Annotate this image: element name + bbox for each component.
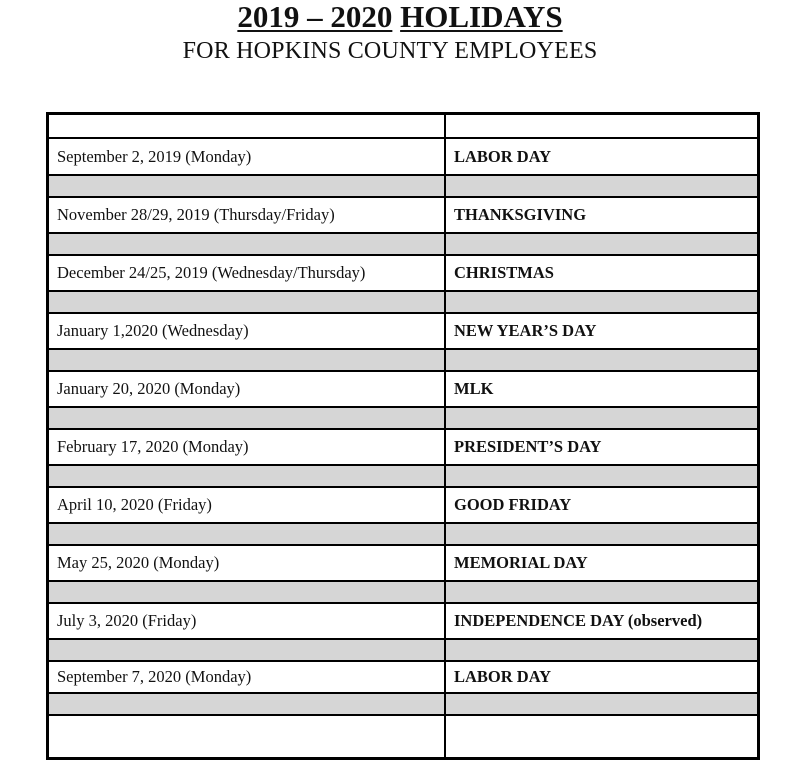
table-row — [49, 139, 757, 174]
spacer-row — [49, 694, 757, 714]
header-cell-date — [49, 115, 444, 137]
holiday-date: September 7, 2020 (Monday) — [57, 667, 252, 686]
holiday-name: CHRISTMAS — [444, 256, 757, 290]
header-cell-holiday — [444, 115, 757, 137]
table-row — [49, 430, 757, 464]
table-row — [49, 604, 757, 638]
spacer-row — [49, 524, 757, 544]
spacer-cell — [444, 176, 757, 196]
spacer-row — [49, 350, 757, 370]
table-row — [49, 546, 757, 580]
footer-cell — [49, 716, 444, 757]
spacer-cell — [49, 466, 444, 486]
spacer-row — [49, 466, 757, 486]
spacer-cell — [49, 582, 444, 602]
spacer-cell — [444, 524, 757, 544]
spacer-cell — [444, 640, 757, 660]
spacer-cell — [444, 350, 757, 370]
spacer-cell — [49, 234, 444, 254]
holiday-date: January 20, 2020 (Monday) — [57, 379, 241, 398]
page-title — [0, 0, 800, 34]
spacer-row — [49, 292, 757, 312]
holiday-name: NEW YEAR’S DAY — [444, 314, 757, 348]
table-row — [49, 256, 757, 290]
title-word: HOLIDAYS — [400, 0, 563, 34]
holiday-name: GOOD FRIDAY — [444, 488, 757, 522]
holiday-date: April 10, 2020 (Friday) — [57, 495, 212, 514]
table-row — [49, 662, 757, 692]
spacer-cell — [444, 292, 757, 312]
table-row — [49, 488, 757, 522]
spacer-cell — [49, 408, 444, 428]
table-row — [49, 314, 757, 348]
spacer-row — [49, 640, 757, 660]
spacer-cell — [444, 234, 757, 254]
holiday-name: LABOR DAY — [444, 139, 757, 174]
table-row — [49, 198, 757, 232]
holiday-name: PRESIDENT’S DAY — [444, 430, 757, 464]
page-subtitle: FOR HOPKINS COUNTY EMPLOYEES — [182, 38, 598, 64]
spacer-cell — [444, 694, 757, 714]
table-header-row — [49, 115, 757, 137]
spacer-cell — [444, 408, 757, 428]
holiday-date: January 1,2020 (Wednesday) — [57, 321, 249, 340]
holiday-name: THANKSGIVING — [444, 198, 757, 232]
holiday-name: MLK — [444, 372, 757, 406]
spacer-cell — [49, 176, 444, 196]
table-footer-row — [49, 716, 757, 757]
title-years: 2019 – 2020 — [237, 0, 393, 34]
footer-cell — [444, 716, 757, 757]
spacer-cell — [49, 694, 444, 714]
holiday-date: December 24/25, 2019 (Wednesday/Thursday) — [57, 263, 366, 282]
holiday-date: May 25, 2020 (Monday) — [57, 553, 220, 572]
spacer-cell — [49, 640, 444, 660]
holiday-date: September 2, 2019 (Monday) — [57, 146, 252, 166]
holiday-date: July 3, 2020 (Friday) — [57, 611, 197, 630]
holiday-date: November 28/29, 2019 (Thursday/Friday) — [57, 205, 335, 224]
spacer-cell — [49, 292, 444, 312]
holiday-table — [46, 112, 760, 760]
holiday-name: MEMORIAL DAY — [444, 546, 757, 580]
holiday-date: February 17, 2020 (Monday) — [57, 437, 249, 456]
spacer-row — [49, 582, 757, 602]
spacer-cell — [444, 582, 757, 602]
spacer-cell — [49, 350, 444, 370]
spacer-cell — [444, 466, 757, 486]
spacer-row — [49, 234, 757, 254]
table-row — [49, 372, 757, 406]
spacer-cell — [49, 524, 444, 544]
holiday-name: LABOR DAY — [444, 662, 757, 692]
spacer-row — [49, 176, 757, 196]
holiday-name: INDEPENDENCE DAY (observed) — [444, 604, 757, 638]
spacer-row — [49, 408, 757, 428]
